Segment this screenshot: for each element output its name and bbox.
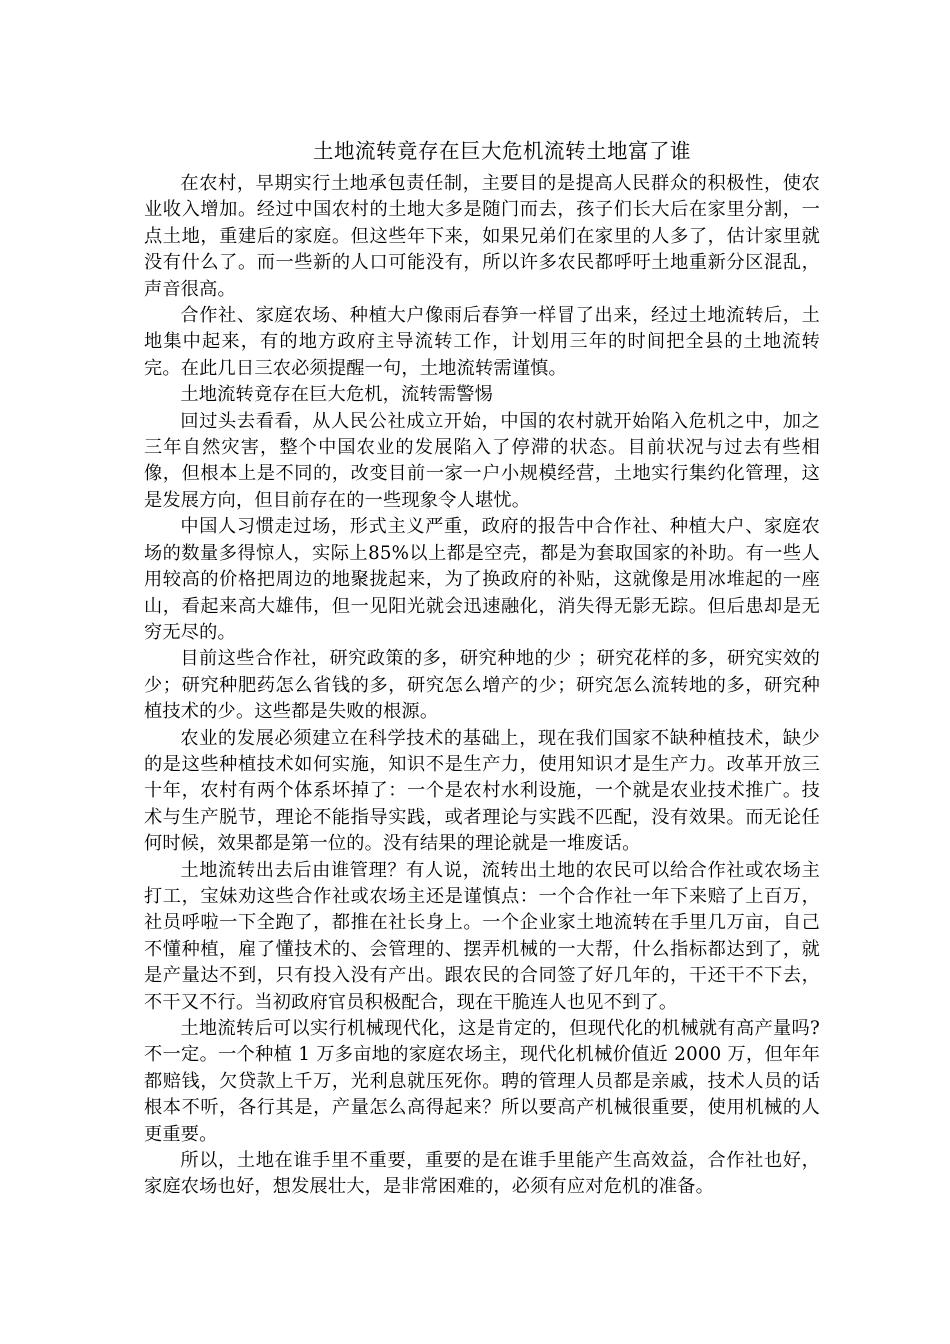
document-title: 土地流转竟存在巨大危机流转土地富了谁 — [313, 139, 691, 163]
paragraph-7: 土地流转出去后由谁管理？有人说，流转出土地的农民可以给合作社或农场主打工，宝妹劝这些合作社或农场主还是谨慎点：一个合作社一年下来赔了上百万，社员呼啦一下全跑了，都推在社长身上。一个企业家土地流转在手里几万亩，自己不懂种植，雇了懂技术的、会管理的、摆弄机械的一大帮，什么指标都达到了，就是产量达不到，只有投入没有产出。跟农民的合同签了好几年的，干还干不下去，不干又不行。当初政府官员积极配合，现在干脆连人也见不到了。 — [144, 859, 820, 1013]
paragraph-4: 中国人习惯走过场，形式主义严重，政府的报告中合作社、种植大户、家庭农场的数量多得惊人，实际上85%以上都是空壳，都是为套取国家的补助。有一些人用较高的价格把周边的地聚拢起来，为了换政府的补贴，这就像是用冰堆起的一座山，看起来高大雄伟，但一见阳光就会迅速融化，消失得无影无踪。但后患却是无穷无尽的。 — [144, 516, 820, 643]
paragraph-2: 合作社、家庭农场、种植大户像雨后春笋一样冒了出来，经过土地流转后，土地集中起来，有的地方政府主导流转工作，计划用三年的时间把全县的土地流转完。在此几日三农必须提醒一句，土地流转需谨慎。 — [144, 305, 820, 379]
paragraph-5: 目前这些合作社，研究政策的多，研究种地的少 ；研究花样的多，研究实效的少；研究种肥药怎么省钱的多，研究怎么增产的少；研究怎么流转地的多，研究种植技术的少。这些都是失败的根源。 — [144, 648, 820, 723]
paragraph-6: 农业的发展必须建立在科学技术的基础上，现在我们国家不缺种植技术，缺少的是这些种植技术如何实施，知识不是生产力，使用知识才是生产力。改革开放三十年，农村有两个体系坏掉了：一个是农村水利设施，一个就是农业技术推广。技术与生产脱节，理论不能指导实践，或者理论与实践不匹配，没有效果。而无论任何时候，效果都是第一位的。没有结果的理论就是一堆废话。 — [144, 727, 820, 855]
paragraph-1: 在农村，早期实行土地承包责任制，主要目的是提高人民群众的积极性，使农业收入增加。经过中国农村的土地大多是随门而去，孩子们长大后在家里分割，一点土地，重建后的家庭。但这些年下来，如果兄弟们在家里的人多了，估计家里就没有什么了。而一些新的人口可能没有，所以许多农民都呼吁土地重新分区混乱，声音很高。 — [144, 173, 820, 300]
paragraph-9: 所以，土地在谁手里不重要，重要的是在谁手里能产生高效益，合作社也好，家庭农场也好，想发展壮大，是非常困难的，必须有应对危机的准备。 — [144, 1150, 820, 1198]
section-heading: 土地流转竟存在巨大危机，流转需警惕 — [180, 384, 493, 406]
paragraph-8: 土地流转后可以实行机械现代化，这是肯定的，但现代化的机械就有高产量吗?不一定。一个种植 1 万多亩地的家庭农场主，现代化机械价值近 2000 万，但年年都赔钱，欠贷款上千万，光利息就压死你。聘的管理人员都是亲戚，技术人员的话根本不听，各行其是，产量怎么高得起来？所以要高产机械很重要，使用机械的人更重要。 — [144, 1018, 820, 1145]
paragraph-3: 回过头去看看，从人民公社成立开始，中国的农村就开始陷入危机之中，加之三年自然灾害，整个中国农业的发展陷入了停滞的状态。目前状况与过去有些相像，但根本上是不同的，改变目前一家一户小规模经营，土地实行集约化管理，这是发展方向，但目前存在的一些现象令人堪忧。 — [144, 410, 820, 511]
document-body — [144, 135, 820, 1201]
